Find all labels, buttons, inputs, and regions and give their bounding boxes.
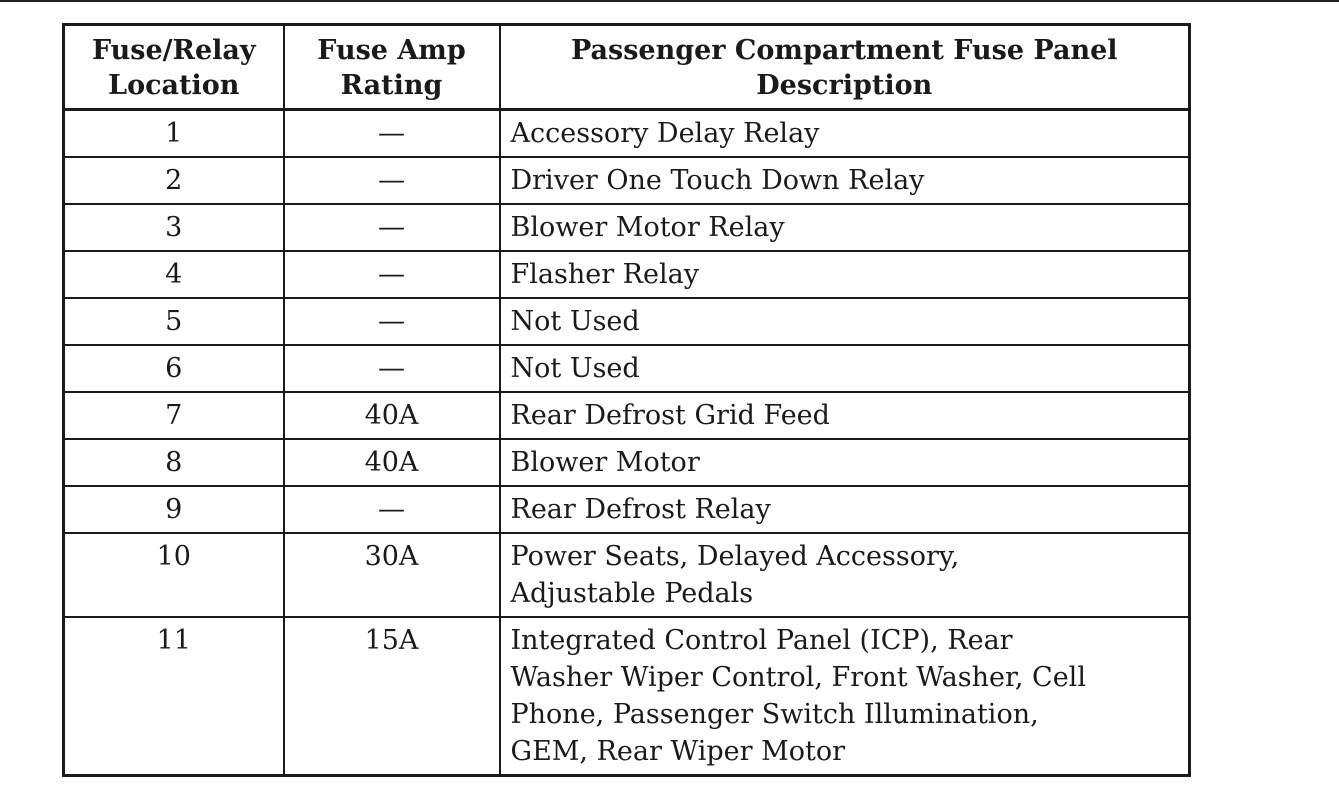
- cell-description: [500, 617, 1190, 776]
- table-row: [64, 298, 1190, 345]
- cell-amp-rating: 15A: [284, 617, 500, 776]
- header-row: [64, 25, 1190, 110]
- header-description-line-2: Description: [756, 70, 933, 101]
- cell-amp-rating: —: [284, 345, 500, 392]
- cell-location: 5: [64, 298, 284, 345]
- description-line: Power Seats, Delayed Accessory,: [510, 541, 960, 572]
- cell-description: Rear Defrost Relay: [500, 486, 1190, 533]
- cell-location: 9: [64, 486, 284, 533]
- top-rule: [0, 0, 1339, 2]
- table-row: [64, 345, 1190, 392]
- description-line: Washer Wiper Control, Front Washer, Cell: [510, 662, 1086, 693]
- table-header: [64, 25, 1190, 110]
- table-row: [64, 533, 1190, 617]
- cell-description: Not Used: [500, 345, 1190, 392]
- table-row: [64, 439, 1190, 486]
- cell-amp-rating: —: [284, 110, 500, 158]
- table-row: [64, 392, 1190, 439]
- cell-amp-rating: —: [284, 298, 500, 345]
- description-line: Adjustable Pedals: [510, 578, 754, 609]
- cell-amp-rating: —: [284, 204, 500, 251]
- cell-description: Rear Defrost Grid Feed: [500, 392, 1190, 439]
- cell-location: 1: [64, 110, 284, 158]
- header-location-line-2: Location: [108, 70, 240, 101]
- cell-location: 7: [64, 392, 284, 439]
- cell-description: Accessory Delay Relay: [500, 110, 1190, 158]
- cell-amp-rating: —: [284, 486, 500, 533]
- cell-location: 3: [64, 204, 284, 251]
- fuse-table: [62, 23, 1191, 777]
- header-amp-rating: [284, 25, 500, 110]
- table-row: [64, 110, 1190, 158]
- cell-amp-rating: 30A: [284, 533, 500, 617]
- cell-location: 4: [64, 251, 284, 298]
- table-body: [64, 110, 1190, 776]
- table-row: [64, 486, 1190, 533]
- cell-description: Blower Motor: [500, 439, 1190, 486]
- description-line: GEM, Rear Wiper Motor: [510, 736, 846, 767]
- cell-location: 8: [64, 439, 284, 486]
- cell-amp-rating: —: [284, 251, 500, 298]
- cell-location: 11: [64, 617, 284, 776]
- header-amp-line-2: Rating: [340, 70, 443, 101]
- header-location: [64, 25, 284, 110]
- cell-location: 10: [64, 533, 284, 617]
- cell-location: 6: [64, 345, 284, 392]
- table-row: [64, 251, 1190, 298]
- description-line: Integrated Control Panel (ICP), Rear: [510, 625, 1013, 656]
- cell-location: 2: [64, 157, 284, 204]
- table-row: [64, 617, 1190, 776]
- cell-description: Flasher Relay: [500, 251, 1190, 298]
- header-amp-line-1: Fuse Amp: [317, 35, 466, 66]
- cell-description: Blower Motor Relay: [500, 204, 1190, 251]
- cell-description: Driver One Touch Down Relay: [500, 157, 1190, 204]
- cell-amp-rating: —: [284, 157, 500, 204]
- cell-description: [500, 533, 1190, 617]
- table-row: [64, 204, 1190, 251]
- cell-amp-rating: 40A: [284, 392, 500, 439]
- header-location-line-1: Fuse/Relay: [91, 35, 256, 66]
- cell-amp-rating: 40A: [284, 439, 500, 486]
- cell-description: Not Used: [500, 298, 1190, 345]
- header-description: [500, 25, 1190, 110]
- description-line: Phone, Passenger Switch Illumination,: [510, 699, 1039, 730]
- header-description-line-1: Passenger Compartment Fuse Panel: [570, 35, 1118, 66]
- table-row: [64, 157, 1190, 204]
